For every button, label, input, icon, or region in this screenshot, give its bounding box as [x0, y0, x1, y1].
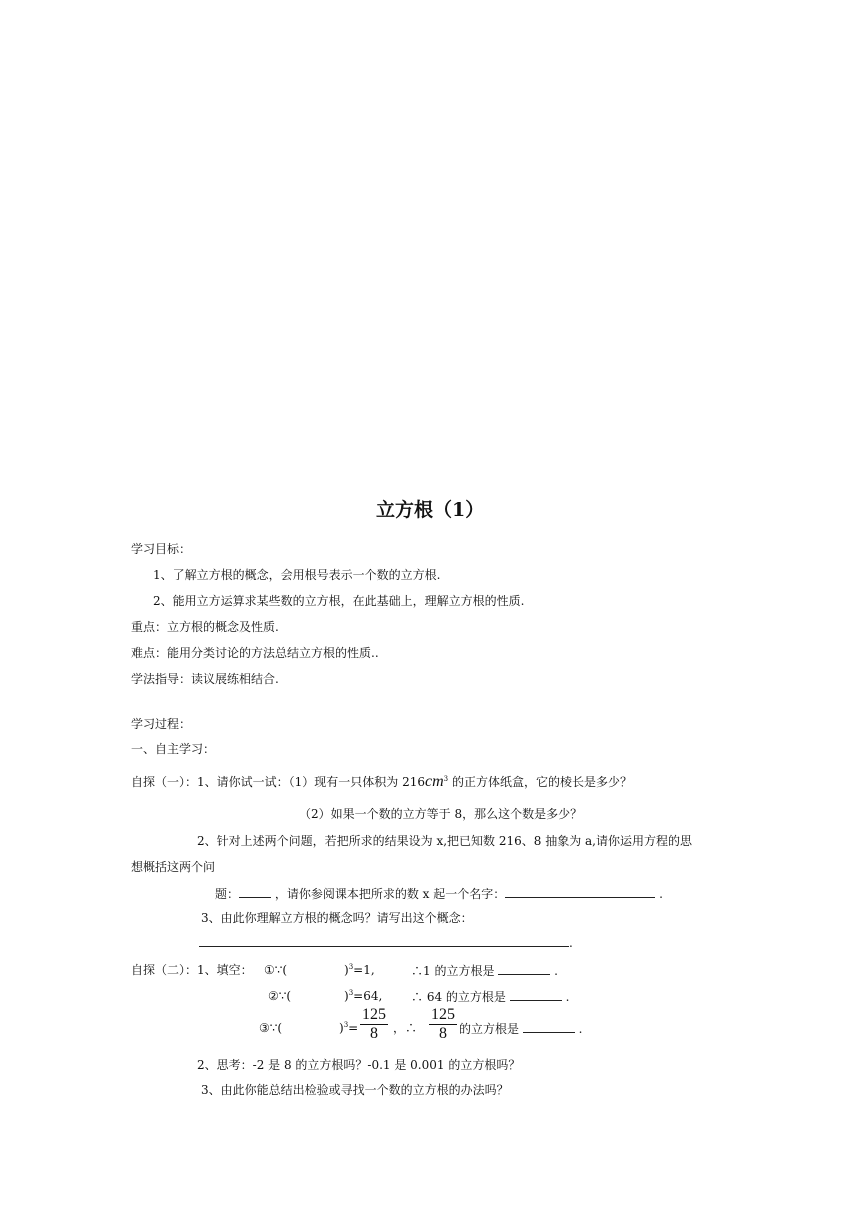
row2-answer-blank[interactable]: [510, 988, 562, 1001]
exponent: 3: [348, 989, 354, 997]
explore1-question2-line1: 2、针对上述两个问题，若把所求的结果设为 x,把已知数 216、8 抽象为 a,请你运用方程的思: [197, 834, 692, 848]
equation-blank[interactable]: [239, 885, 271, 898]
fraction-denominator: 8: [439, 1025, 447, 1042]
explore1-q1-prefix: 自探（一）：1、请你试一试：（1）现有一只体积为 216: [131, 775, 425, 789]
key-point: 重点：立方根的概念及性质.: [131, 620, 279, 634]
fraction-numerator: 125: [431, 1006, 455, 1023]
row3-text: 的立方根是: [459, 1022, 520, 1036]
fraction-denominator: 8: [370, 1025, 378, 1042]
fraction-125-8-first: [360, 1006, 388, 1043]
row3-answer-blank[interactable]: [523, 1020, 575, 1033]
concept-answer-line[interactable]: [199, 946, 569, 947]
equals: =: [348, 1021, 359, 1035]
unit-cm: cm: [425, 773, 444, 790]
close-paren: ): [344, 989, 349, 1003]
explore1-question3: 3、由此你理解立方根的概念吗？请写出这个概念：: [201, 911, 473, 925]
explore1-q1-suffix: 的正方体纸盒，它的棱长是多少？: [451, 775, 632, 789]
explore2-row1-power: [344, 962, 375, 978]
explore2-row1-therefore: [411, 962, 558, 979]
explore1-question2-line2: 想概括这两个问: [131, 860, 216, 874]
q2-label: 题：: [215, 887, 240, 901]
unit-exponent: 3: [443, 775, 449, 783]
close-paren: ): [344, 963, 349, 977]
exponent: 3: [343, 1021, 349, 1029]
explore1-question1: [131, 774, 632, 790]
explore2-question2: 2、思考：-2 是 8 的立方根吗？-0.1 是 0.001 的立方根吗？: [197, 1058, 521, 1072]
explore2-row3-therefore: ，∴: [393, 1021, 418, 1035]
objectives-heading: 学习目标：: [131, 542, 192, 556]
explore1-question2-line3: [215, 885, 663, 902]
close-paren: ): [339, 1021, 344, 1035]
page-title: 立方根（1）: [376, 499, 485, 521]
process-heading: 学习过程：: [131, 717, 192, 731]
fraction-125-8-second: [429, 1006, 457, 1043]
explore2-row2-power: [344, 988, 382, 1004]
explore1-question1-part2: （2）如果一个数的立方等于 8，那么这个数是多少？: [299, 807, 583, 821]
name-blank[interactable]: [505, 885, 655, 898]
period: .: [659, 887, 663, 901]
explore2-row3-power: [339, 1020, 358, 1036]
period: .: [554, 964, 558, 978]
fraction-numerator: 125: [362, 1006, 386, 1023]
q2-name-prompt: ，请你参阅课本把所求的数 x 起一个名字：: [274, 887, 506, 901]
section-self-study: 一、自主学习：: [131, 742, 216, 756]
objective-item-2: 2、能用立方运算求某些数的立方根，在此基础上，理解立方根的性质.: [153, 594, 525, 608]
row2-text: ∴ 64 的立方根是: [411, 990, 506, 1004]
row1-answer-blank[interactable]: [498, 962, 550, 975]
difficulty: 难点：能用分类讨论的方法总结立方根的性质..: [131, 646, 379, 660]
explore2-row3-answer: [459, 1020, 583, 1037]
explore2-row3-because: ③∵(: [259, 1021, 283, 1035]
study-method: 学法指导：读议展练相结合.: [131, 672, 279, 686]
period: .: [578, 1022, 583, 1036]
concept-line-period: .: [569, 936, 573, 950]
row2-result: =64,: [353, 989, 383, 1003]
objective-item-1: 1、了解立方根的概念，会用根号表示一个数的立方根.: [153, 568, 441, 582]
explore2-row2-because: ②∵(: [268, 989, 292, 1003]
row1-result: =1,: [353, 963, 375, 977]
explore2-question3: 3、由此你能总结出检验或寻找一个数的立方根的办法吗？: [201, 1083, 509, 1097]
row1-text: ∴1 的立方根是: [411, 964, 495, 978]
explore2-row2-therefore: [411, 988, 569, 1005]
period: .: [565, 990, 570, 1004]
explore2-label: 自探（二）：1、填空：: [131, 963, 253, 977]
explore2-row1-because: ①∵(: [264, 963, 288, 977]
exponent: 3: [348, 963, 354, 971]
